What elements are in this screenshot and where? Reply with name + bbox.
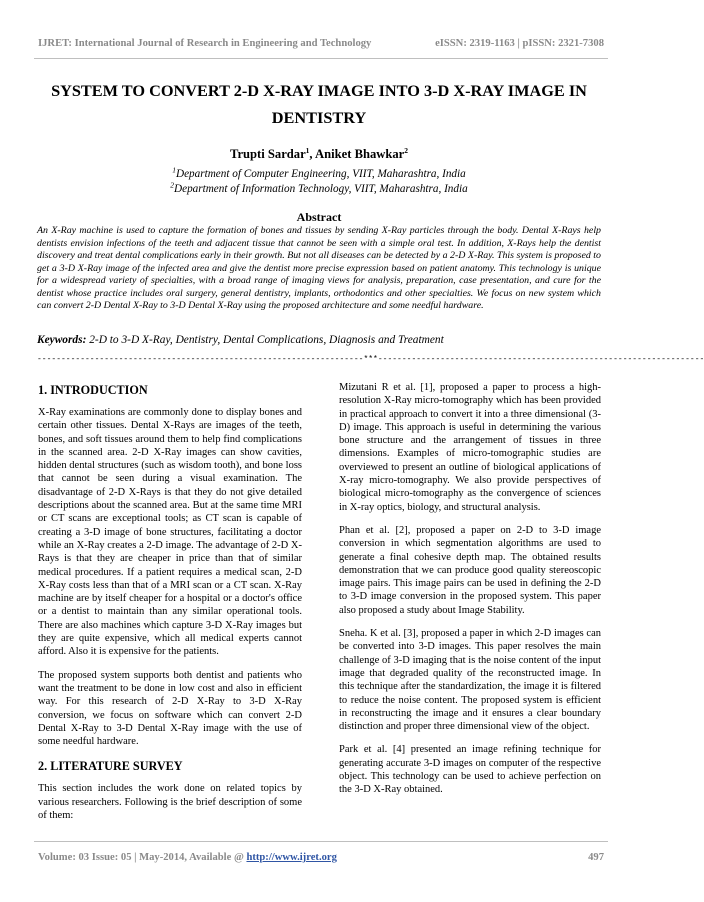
journal-name: IJRET: International Journal of Research in Engineering and Technology bbox=[38, 38, 372, 49]
introduction-paragraph-1: X-Ray examinations are commonly done to display bones and certain other tissues. Dental X-Rays are images of the teeth, bones, and soft tissues around them to help find complications in the scanned area. 2-D X-Ray images can show cavities, hidden dental structures (such as wisdom tooth), and bone loss that cannot be seen during a visual examination. The disadvantage of 2-D X-Rays is that they do not give detailed descriptions about the scanned area. But at the same time MRI or CT scans are exceptional tools; as CT scan is capable of creating a 3-D image of bone structures, facilitating a doctor while an X-Ray creates a 2-D image. The advantage of 2-D X-Rays is that they are cheaper in price than that of similar medical procedures. If a patient requires a medical scan, 2-D X-Ray costs less than that of a MRI scan or a CT scan. X-Ray machine are by itself cheaper for a hospital or a doctor's office or a dentist to maintain than any similar operational tools. There are also machines which capture 3-D X-Ray images but they are quite expensive, which all medical experts cannot afford. Also it is expensive for the patients. bbox=[38, 407, 302, 658]
review-paragraph-4: Park et al. [4] presented an image refining technique for generating accurate 3-D images on computer of the respective object. This technology can be used to achieve perfection on the 3-D X-Ray obtained. bbox=[339, 744, 601, 796]
literature-survey-heading: 2. LITERATURE SURVEY bbox=[38, 759, 183, 774]
volume-info bbox=[38, 852, 337, 863]
introduction-paragraph-2: The proposed system supports both dentist and patients who want the treatment to be done in low cost and also in efficient way. For this research of 2-D X-Ray to 3-D X-Ray conversion, we focus on software which can convert 2-D Dental X-Ray to 3-D Dental X-Ray image with the use of some needful hardware. bbox=[38, 669, 302, 748]
affiliation-1 bbox=[0, 167, 638, 182]
affiliation-2 bbox=[0, 182, 638, 197]
keywords bbox=[37, 334, 601, 346]
author-1: Trupti Sardar bbox=[229, 147, 306, 161]
journal-link[interactable]: http://www.ijret.org bbox=[246, 852, 337, 863]
review-paragraph-1: Mizutani R et al. [1], proposed a paper to process a high-resolution X-Ray micro-tomography which has been provided in practical approach to convert it into a three dimensional (3-D) image. This approach is useful in determining the various bone structure and the arrangement of tissues in three dimensions. Examples of micro-tomographic studies are overviewed to present an outline of biological applications of X-ray micro-tomography. We also provide perspectives of biological micro-tomography as the convergence of sciences in X-ray optics, biology, and structural analysis. bbox=[339, 382, 601, 513]
affiliation-2-text: Department of Information Technology, VIIT, Maharashtra, India bbox=[174, 183, 468, 195]
author-2: Aniket Bhawkar bbox=[315, 147, 405, 161]
keywords-text: 2-D to 3-D X-Ray, Dentistry, Dental Complications, Diagnosis and Treatment bbox=[86, 334, 444, 346]
keywords-label: Keywords: bbox=[37, 334, 87, 346]
review-paragraph-2: Phan et al. [2], proposed a paper on 2-D to 3-D image conversion in which segmentation algorithms are used to generate a final cohesive depth map. The obtained results demonstration that we can produce good quality stereoscopic image pairs. This image pairs can be used in defining the 2-D to 3-D image conversion in the proposed system. This paper also proposed a study about Image Stability. bbox=[339, 524, 601, 616]
author-2-sup: 2 bbox=[404, 145, 409, 155]
affiliation-1-sup: 1 bbox=[172, 165, 177, 175]
authors bbox=[0, 147, 638, 162]
header-divider bbox=[34, 58, 608, 59]
review-paragraph-3: Sneha. K et al. [3], proposed a paper in which 2-D images can be converted into 3-D images. This paper resolves the main challenge of 3-D imaging that is the noise content of the input image that degraded quality of the reconstructed image. In this technique after the standardization, the image it is filtered to reduce the noise content. The proposed system is efficient in reconstructing the image and it ensures a clear boundary distinction and proper three dimensional view of the object. bbox=[339, 628, 601, 733]
left-column bbox=[38, 381, 302, 832]
right-column bbox=[339, 381, 601, 807]
literature-survey-paragraph: This section includes the work done on related topics by various researchers. Following is the brief description of some of them: bbox=[38, 783, 302, 822]
page-number: 497 bbox=[588, 852, 604, 863]
author-separator: , bbox=[309, 147, 316, 161]
affiliations bbox=[0, 167, 638, 197]
author-1-sup: 1 bbox=[305, 145, 310, 155]
introduction-heading: 1. INTRODUCTION bbox=[38, 383, 148, 397]
affiliation-2-sup: 2 bbox=[170, 180, 175, 190]
running-header bbox=[38, 38, 604, 49]
footer-divider bbox=[34, 841, 608, 842]
section-separator: --------------------------------------------------------------------***-------------------------------------------------------------------- bbox=[37, 355, 704, 364]
affiliation-1-text: Department of Computer Engineering, VIIT, Maharashtra, India bbox=[176, 168, 466, 180]
paper-title: SYSTEM TO CONVERT 2-D X-RAY IMAGE INTO 3-D X-RAY IMAGE IN DENTISTRY bbox=[51, 81, 587, 127]
abstract-heading: Abstract bbox=[296, 210, 342, 224]
abstract-text: An X-Ray machine is used to capture the formation of bones and tissues by sending X-Ray particles through the body. Dental X-Rays help dentists envision infections of the teeth and adjacent tissue that cannot be seen with a simple oral test. In addition, X-Rays help the dentist discovery and treat dental complications early in their growth. But not all diseases can be detected by a 2-D X-Ray. This system is proposed to get a 3-D X-Ray image of the infected area and give the dentist more precise expression based on patient anatomy. This technology is unique for a widespread variety of specialties, with a broad range of imaging views for analysis, preparation, case presentation, and cure for the dentist whose practice includes oral surgery, general dentistry, implants, orthodontics and other specialties. We focus on new system which can convert 2-D Dental X-Ray to 3-D Dental X-Ray using the proposed architecture and some needful hardware. bbox=[37, 225, 601, 311]
running-footer bbox=[38, 852, 604, 863]
issn: eISSN: 2319-1163 | pISSN: 2321-7308 bbox=[435, 38, 604, 49]
volume-text: Volume: 03 Issue: 05 | May-2014, Available @ bbox=[38, 852, 247, 863]
